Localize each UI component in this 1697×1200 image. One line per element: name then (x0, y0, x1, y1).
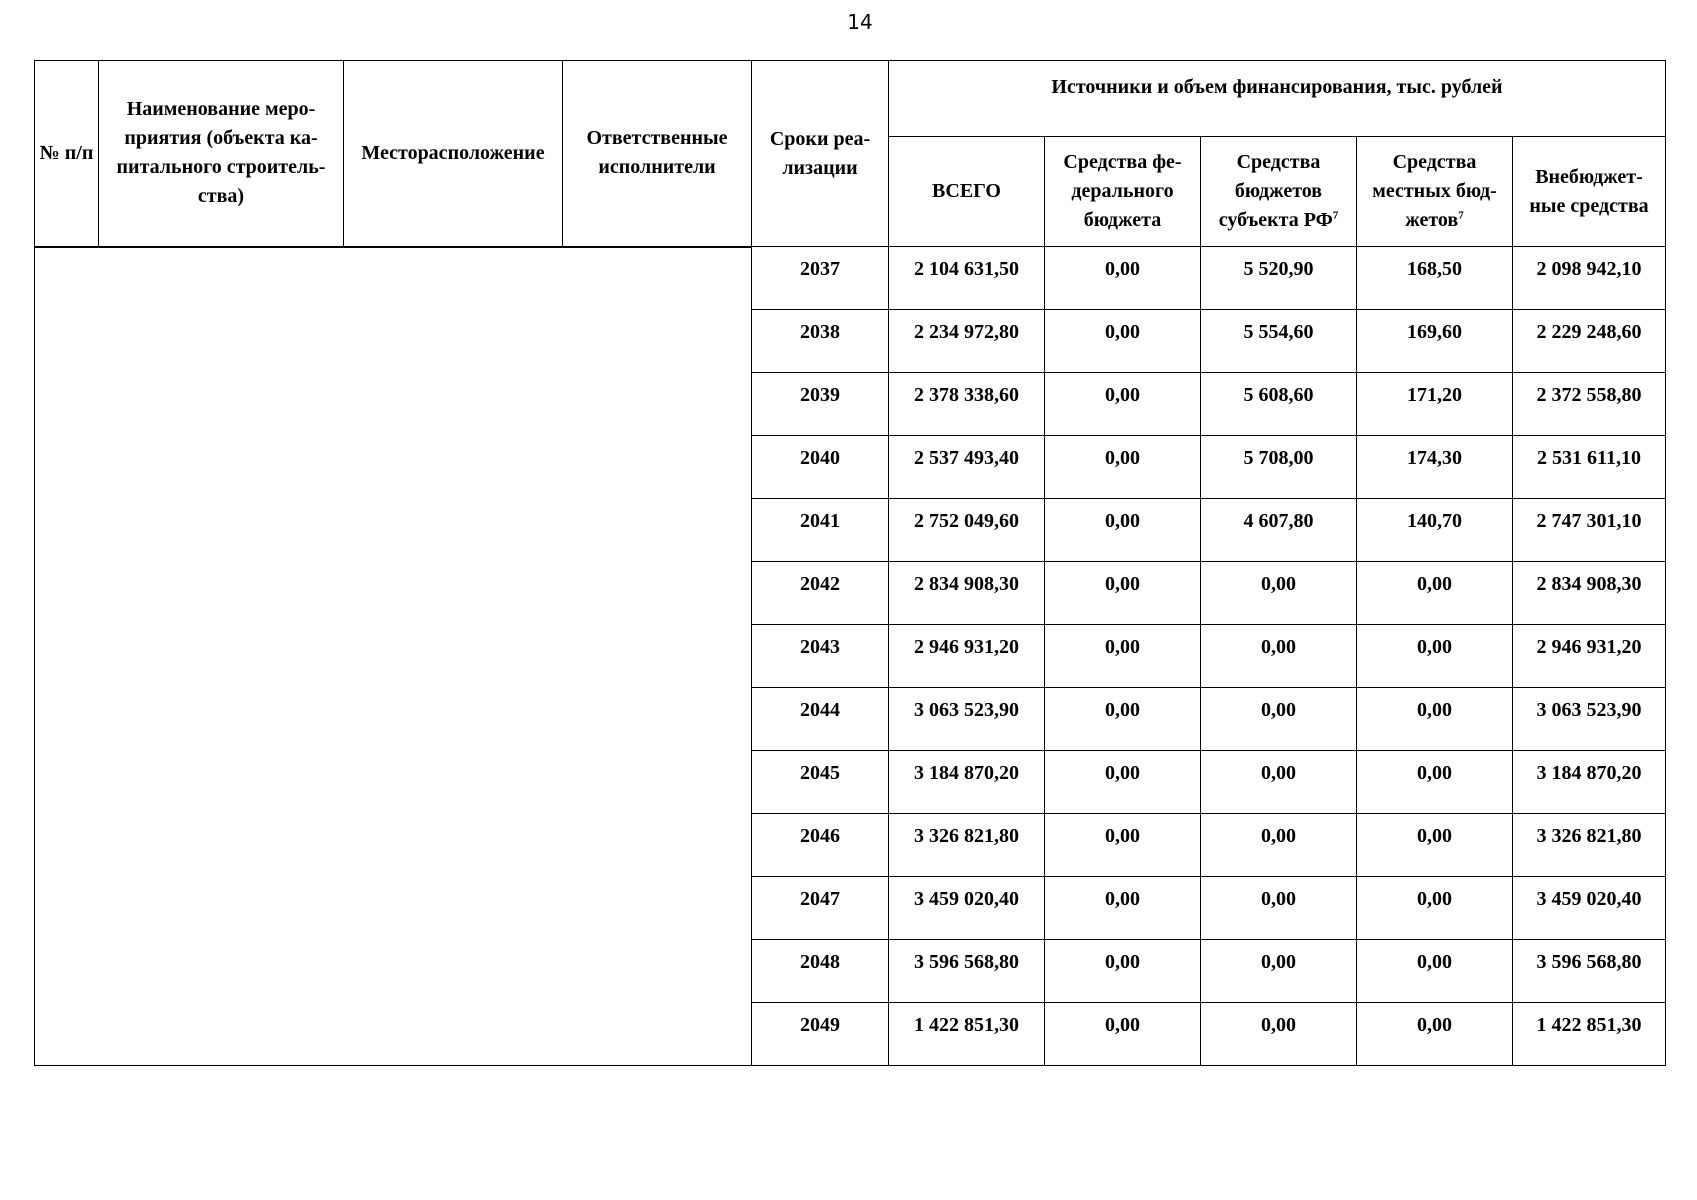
header-location-label: Месторасположение (361, 141, 545, 164)
cell-year: 2049 (752, 1003, 889, 1066)
cell-total: 3 596 568,80 (889, 940, 1045, 1003)
cell-extra: 2 098 942,10 (1513, 247, 1666, 310)
header-subject-line: субъекта РФ (1218, 209, 1333, 231)
cell-subject: 5 608,60 (1201, 373, 1357, 436)
header-extra-line: ные средства (1529, 194, 1649, 217)
cell-total: 3 326 821,80 (889, 814, 1045, 877)
cell-subject: 0,00 (1201, 1003, 1357, 1066)
merged-empty-cell (35, 247, 752, 1066)
cell-subject: 0,00 (1201, 814, 1357, 877)
cell-year: 2046 (752, 814, 889, 877)
footnote-mark: 7 (1458, 209, 1464, 222)
header-period-line: лизации (782, 156, 858, 179)
header-local (1357, 137, 1513, 247)
header-subject (1201, 137, 1357, 247)
header-num (35, 61, 99, 247)
cell-federal: 0,00 (1045, 814, 1201, 877)
cell-year: 2045 (752, 751, 889, 814)
cell-year: 2048 (752, 940, 889, 1003)
cell-local: 168,50 (1357, 247, 1513, 310)
cell-local: 0,00 (1357, 625, 1513, 688)
header-name-line: ства) (197, 185, 245, 208)
header-federal (1045, 137, 1201, 247)
cell-subject: 4 607,80 (1201, 499, 1357, 562)
cell-total: 3 184 870,20 (889, 751, 1045, 814)
cell-federal: 0,00 (1045, 247, 1201, 310)
cell-local: 140,70 (1357, 499, 1513, 562)
cell-year: 2040 (752, 436, 889, 499)
cell-local: 0,00 (1357, 562, 1513, 625)
cell-total: 2 104 631,50 (889, 247, 1045, 310)
cell-total: 1 422 851,30 (889, 1003, 1045, 1066)
cell-federal: 0,00 (1045, 688, 1201, 751)
cell-federal: 0,00 (1045, 940, 1201, 1003)
table-body (35, 247, 1666, 1066)
header-total-label: ВСЕГО (932, 180, 1001, 202)
cell-total: 2 946 931,20 (889, 625, 1045, 688)
cell-year: 2043 (752, 625, 889, 688)
page-number: 14 (847, 10, 873, 34)
header-name-line: питального строитель- (116, 156, 326, 179)
cell-subject: 5 554,60 (1201, 310, 1357, 373)
cell-federal: 0,00 (1045, 877, 1201, 940)
cell-extra: 3 326 821,80 (1513, 814, 1666, 877)
header-local-line: Средства (1392, 151, 1477, 173)
cell-local: 0,00 (1357, 877, 1513, 940)
cell-extra: 2 946 931,20 (1513, 625, 1666, 688)
header-local-line: местных бюд- (1372, 180, 1497, 202)
header-name-line: приятия (объекта ка- (124, 127, 318, 150)
cell-local: 0,00 (1357, 940, 1513, 1003)
header-extra (1513, 137, 1666, 247)
cell-total: 3 063 523,90 (889, 688, 1045, 751)
cell-local: 0,00 (1357, 751, 1513, 814)
cell-extra: 2 531 611,10 (1513, 436, 1666, 499)
header-sources (889, 61, 1666, 137)
header-subject-line: Средства (1236, 151, 1321, 173)
cell-local: 169,60 (1357, 310, 1513, 373)
cell-subject: 5 520,90 (1201, 247, 1357, 310)
cell-extra: 1 422 851,30 (1513, 1003, 1666, 1066)
cell-federal: 0,00 (1045, 436, 1201, 499)
header-total (889, 137, 1045, 247)
cell-year: 2037 (752, 247, 889, 310)
cell-extra: 3 596 568,80 (1513, 940, 1666, 1003)
financing-table (34, 60, 1666, 1066)
cell-extra: 2 372 558,80 (1513, 373, 1666, 436)
cell-subject: 0,00 (1201, 562, 1357, 625)
header-period (752, 61, 889, 247)
cell-subject: 0,00 (1201, 751, 1357, 814)
footnote-mark: 7 (1332, 209, 1339, 222)
cell-total: 3 459 020,40 (889, 877, 1045, 940)
cell-local: 0,00 (1357, 814, 1513, 877)
header-name-line: Наименование меро- (126, 98, 316, 121)
header-sources-label: Источники и объем финансирования, тыс. рублей (1051, 76, 1503, 98)
cell-federal: 0,00 (1045, 625, 1201, 688)
header-responsible-line: Ответственные (586, 127, 728, 150)
header-subject-line: бюджетов (1234, 180, 1323, 202)
cell-federal: 0,00 (1045, 310, 1201, 373)
header-federal-line: Средства фе- (1063, 151, 1182, 173)
header-federal-line: дерального (1071, 180, 1174, 202)
cell-year: 2038 (752, 310, 889, 373)
table-row (35, 247, 1666, 310)
cell-year: 2041 (752, 499, 889, 562)
cell-local: 0,00 (1357, 1003, 1513, 1066)
cell-year: 2047 (752, 877, 889, 940)
cell-local: 174,30 (1357, 436, 1513, 499)
cell-subject: 5 708,00 (1201, 436, 1357, 499)
cell-total: 2 537 493,40 (889, 436, 1045, 499)
header-name (99, 61, 344, 247)
header-responsible (563, 61, 752, 247)
cell-extra: 3 184 870,20 (1513, 751, 1666, 814)
cell-subject: 0,00 (1201, 940, 1357, 1003)
cell-federal: 0,00 (1045, 751, 1201, 814)
cell-extra: 3 063 523,90 (1513, 688, 1666, 751)
cell-subject: 0,00 (1201, 625, 1357, 688)
cell-federal: 0,00 (1045, 562, 1201, 625)
header-period-line: Сроки реа- (769, 127, 871, 150)
header-responsible-line: исполнители (598, 156, 716, 179)
cell-year: 2042 (752, 562, 889, 625)
cell-federal: 0,00 (1045, 1003, 1201, 1066)
header-local-line: жетов (1405, 209, 1459, 231)
header-location (344, 61, 563, 247)
cell-subject: 0,00 (1201, 688, 1357, 751)
cell-extra: 2 747 301,10 (1513, 499, 1666, 562)
cell-total: 2 234 972,80 (889, 310, 1045, 373)
cell-subject: 0,00 (1201, 877, 1357, 940)
cell-total: 2 834 908,30 (889, 562, 1045, 625)
cell-federal: 0,00 (1045, 499, 1201, 562)
cell-extra: 2 229 248,60 (1513, 310, 1666, 373)
cell-extra: 3 459 020,40 (1513, 877, 1666, 940)
cell-year: 2039 (752, 373, 889, 436)
cell-local: 0,00 (1357, 688, 1513, 751)
cell-extra: 2 834 908,30 (1513, 562, 1666, 625)
header-federal-line: бюджета (1083, 209, 1162, 231)
cell-federal: 0,00 (1045, 373, 1201, 436)
cell-local: 171,20 (1357, 373, 1513, 436)
header-extra-line: Внебюджет- (1535, 165, 1643, 188)
cell-year: 2044 (752, 688, 889, 751)
cell-total: 2 378 338,60 (889, 373, 1045, 436)
cell-total: 2 752 049,60 (889, 499, 1045, 562)
header-num-label: № п/п (39, 141, 94, 164)
